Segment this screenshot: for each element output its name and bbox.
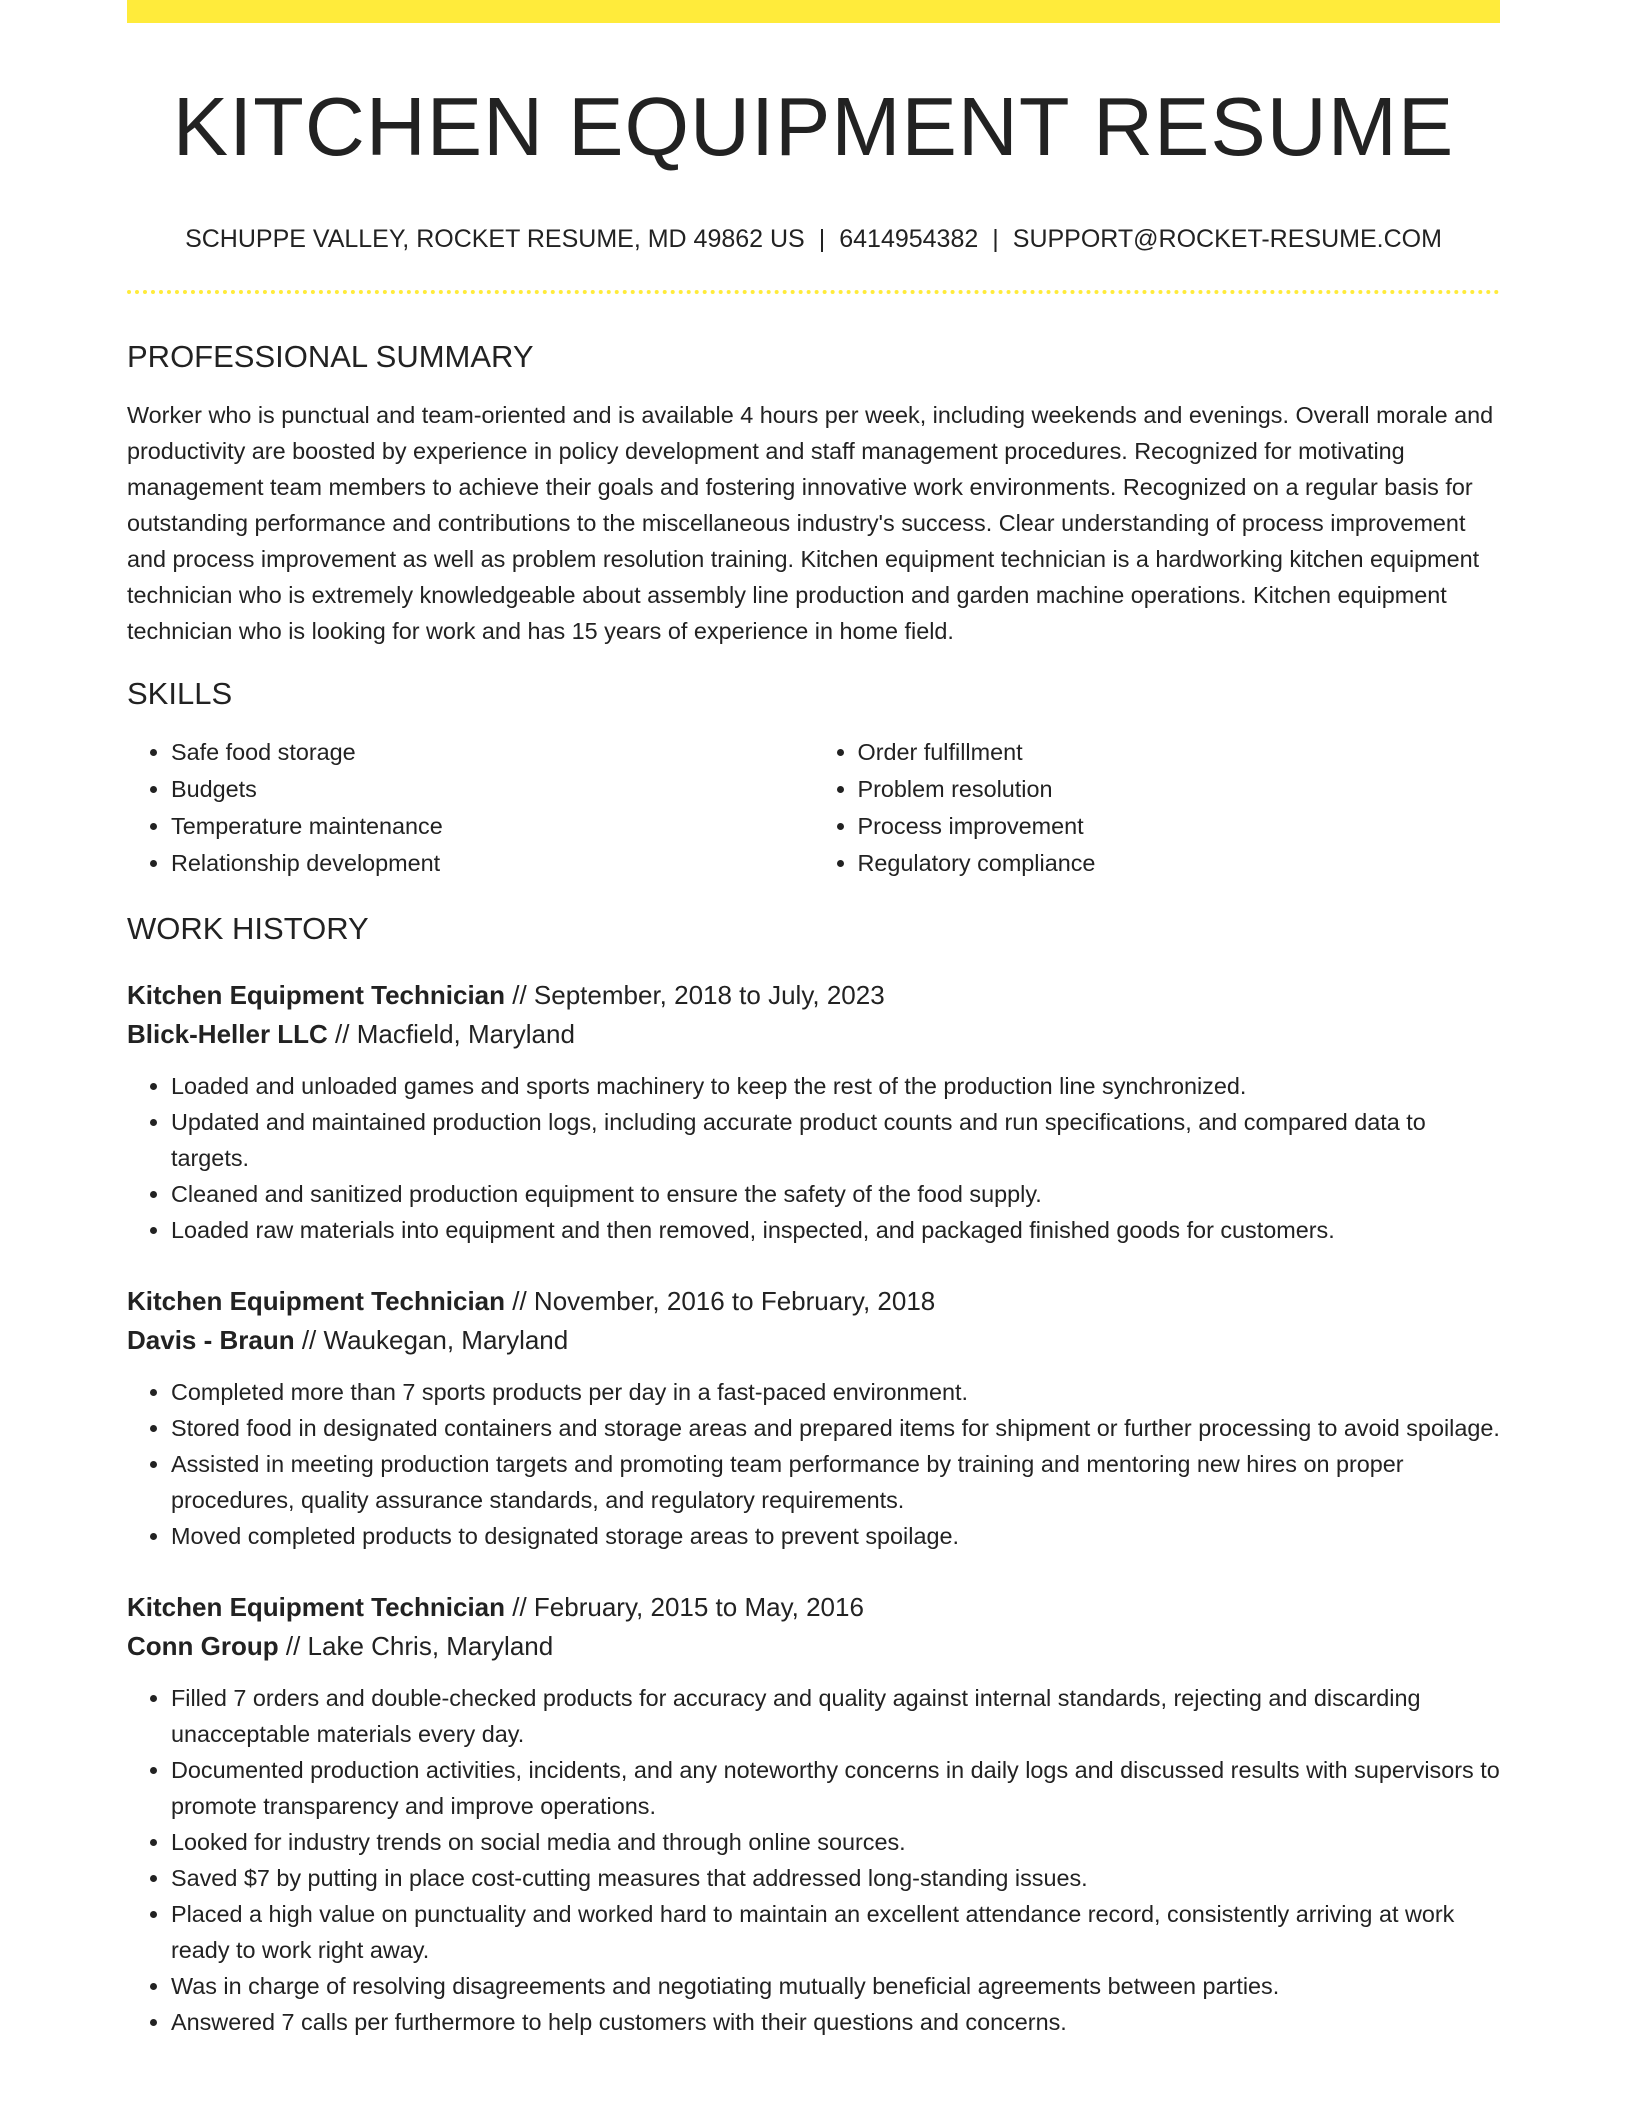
job-title-line bbox=[127, 1588, 1500, 1627]
summary-text: Worker who is punctual and team-oriented and is available 4 hours per week, including weekends and evenings. Overall morale and productivity are boosted by experience in policy development and staff management procedures. Recognized for motivating management team members to achieve their goals and fostering innovative work environments. Recognized on a regular basis for outstanding performance and contributions to the miscellaneous industry's success. Clear understanding of process improvement and process improvement as well as problem resolution training. Kitchen equipment technician is a hardworking kitchen equipment technician who is extremely knowledgeable about assembly line production and garden machine operations. Kitchen equipment technician who is looking for work and has 15 years of experience in home field. bbox=[127, 402, 1494, 645]
job-company-line bbox=[127, 1321, 1500, 1360]
skills-list bbox=[127, 734, 1500, 882]
job-title: Kitchen Equipment Technician bbox=[127, 1285, 506, 1316]
job-dates: November, 2016 to February, 2018 bbox=[533, 1285, 936, 1316]
job-delimiter: // bbox=[505, 979, 534, 1010]
skills-column-left bbox=[127, 734, 814, 882]
skill-item: • Temperature maintenance bbox=[171, 808, 814, 845]
job-bullets bbox=[127, 1068, 1500, 1248]
skills-heading: SKILLS bbox=[127, 676, 233, 712]
job-dates: February, 2015 to May, 2016 bbox=[533, 1591, 864, 1622]
job-title: Kitchen Equipment Technician bbox=[127, 979, 506, 1010]
job-bullet: • Assisted in meeting production targets and promoting team performance by training and mentoring new hires on proper procedures, quality assurance standards, and regulatory requirements. bbox=[171, 1446, 1500, 1518]
contact-separator: | bbox=[992, 225, 999, 253]
job-entry bbox=[127, 1282, 1500, 1554]
resume-page bbox=[127, 0, 1500, 2040]
dotted-divider bbox=[127, 290, 1500, 294]
job-bullet: • Stored food in designated containers and storage areas and prepared items for shipment or further processing to avoid spoilage. bbox=[171, 1410, 1500, 1446]
job-entry bbox=[127, 1588, 1500, 2040]
job-bullet: • Cleaned and sanitized production equipment to ensure the safety of the food supply. bbox=[171, 1176, 1500, 1212]
job-company: Conn Group bbox=[127, 1630, 279, 1661]
job-delimiter: // bbox=[505, 1591, 534, 1622]
contact-email: SUPPORT@ROCKET-RESUME.COM bbox=[1012, 225, 1442, 253]
job-bullet: • Loaded and unloaded games and sports machinery to keep the rest of the production line synchronized. bbox=[171, 1068, 1500, 1104]
job-location: Lake Chris, Maryland bbox=[307, 1630, 554, 1661]
job-bullet: • Saved $7 by putting in place cost-cutting measures that addressed long-standing issues. bbox=[171, 1860, 1500, 1896]
job-bullet: • Documented production activities, incidents, and any noteworthy concerns in daily logs and discussed results with supervisors to promote transparency and improve operations. bbox=[171, 1752, 1500, 1824]
job-bullet: • Answered 7 calls per furthermore to help customers with their questions and concerns. bbox=[171, 2004, 1500, 2040]
skill-item: • Regulatory compliance bbox=[858, 845, 1501, 882]
skill-item: • Budgets bbox=[171, 771, 814, 808]
contact-phone: 6414954382 bbox=[839, 225, 979, 253]
skill-item: • Safe food storage bbox=[171, 734, 814, 771]
job-bullet: • Completed more than 7 sports products per day in a fast-paced environment. bbox=[171, 1374, 1500, 1410]
job-company-line bbox=[127, 1627, 1500, 1666]
job-bullet: • Filled 7 orders and double-checked products for accuracy and quality against internal standards, rejecting and discarding unacceptable materials every day. bbox=[171, 1680, 1500, 1752]
top-accent-bar bbox=[127, 0, 1500, 23]
contact-address: SCHUPPE VALLEY, ROCKET RESUME, MD 49862 US bbox=[185, 225, 805, 253]
job-title-line bbox=[127, 1282, 1500, 1321]
job-bullets bbox=[127, 1374, 1500, 1554]
work-history-list bbox=[127, 976, 1500, 2040]
skill-item: • Order fulfillment bbox=[858, 734, 1501, 771]
job-entry bbox=[127, 976, 1500, 1248]
job-bullet: • Updated and maintained production logs, including accurate product counts and run specifications, and compared data to targets. bbox=[171, 1104, 1500, 1176]
job-title: Kitchen Equipment Technician bbox=[127, 1591, 506, 1622]
job-location: Macfield, Maryland bbox=[356, 1018, 575, 1049]
job-bullet: • Loaded raw materials into equipment and then removed, inspected, and packaged finished goods for customers. bbox=[171, 1212, 1500, 1248]
skill-item: • Problem resolution bbox=[858, 771, 1501, 808]
job-bullet: • Moved completed products to designated storage areas to prevent spoilage. bbox=[171, 1518, 1500, 1554]
work-history-heading: WORK HISTORY bbox=[127, 911, 369, 947]
contact-line bbox=[127, 224, 1500, 254]
skills-column-right bbox=[814, 734, 1501, 882]
job-delimiter: // bbox=[505, 1285, 534, 1316]
job-title-line bbox=[127, 976, 1500, 1015]
job-delimiter: // bbox=[294, 1324, 324, 1355]
job-company: Davis - Braun bbox=[127, 1324, 295, 1355]
job-bullet: • Was in charge of resolving disagreements and negotiating mutually beneficial agreements between parties. bbox=[171, 1968, 1500, 2004]
job-delimiter: // bbox=[327, 1018, 357, 1049]
job-company: Blick-Heller LLC bbox=[127, 1018, 328, 1049]
skill-item: • Process improvement bbox=[858, 808, 1501, 845]
job-location: Waukegan, Maryland bbox=[323, 1324, 569, 1355]
summary-heading: PROFESSIONAL SUMMARY bbox=[127, 339, 534, 374]
contact-separator: | bbox=[818, 225, 826, 253]
job-company-line bbox=[127, 1015, 1500, 1054]
job-dates: September, 2018 to July, 2023 bbox=[533, 979, 885, 1010]
job-bullets bbox=[127, 1680, 1500, 2040]
job-delimiter: // bbox=[278, 1630, 308, 1661]
skill-item: • Relationship development bbox=[171, 845, 814, 882]
job-bullet: • Placed a high value on punctuality and worked hard to maintain an excellent attendance record, consistently arriving at work ready to work right away. bbox=[171, 1896, 1500, 1968]
job-bullet: • Looked for industry trends on social media and through online sources. bbox=[171, 1824, 1500, 1860]
resume-title: KITCHEN EQUIPMENT RESUME bbox=[172, 80, 1455, 173]
